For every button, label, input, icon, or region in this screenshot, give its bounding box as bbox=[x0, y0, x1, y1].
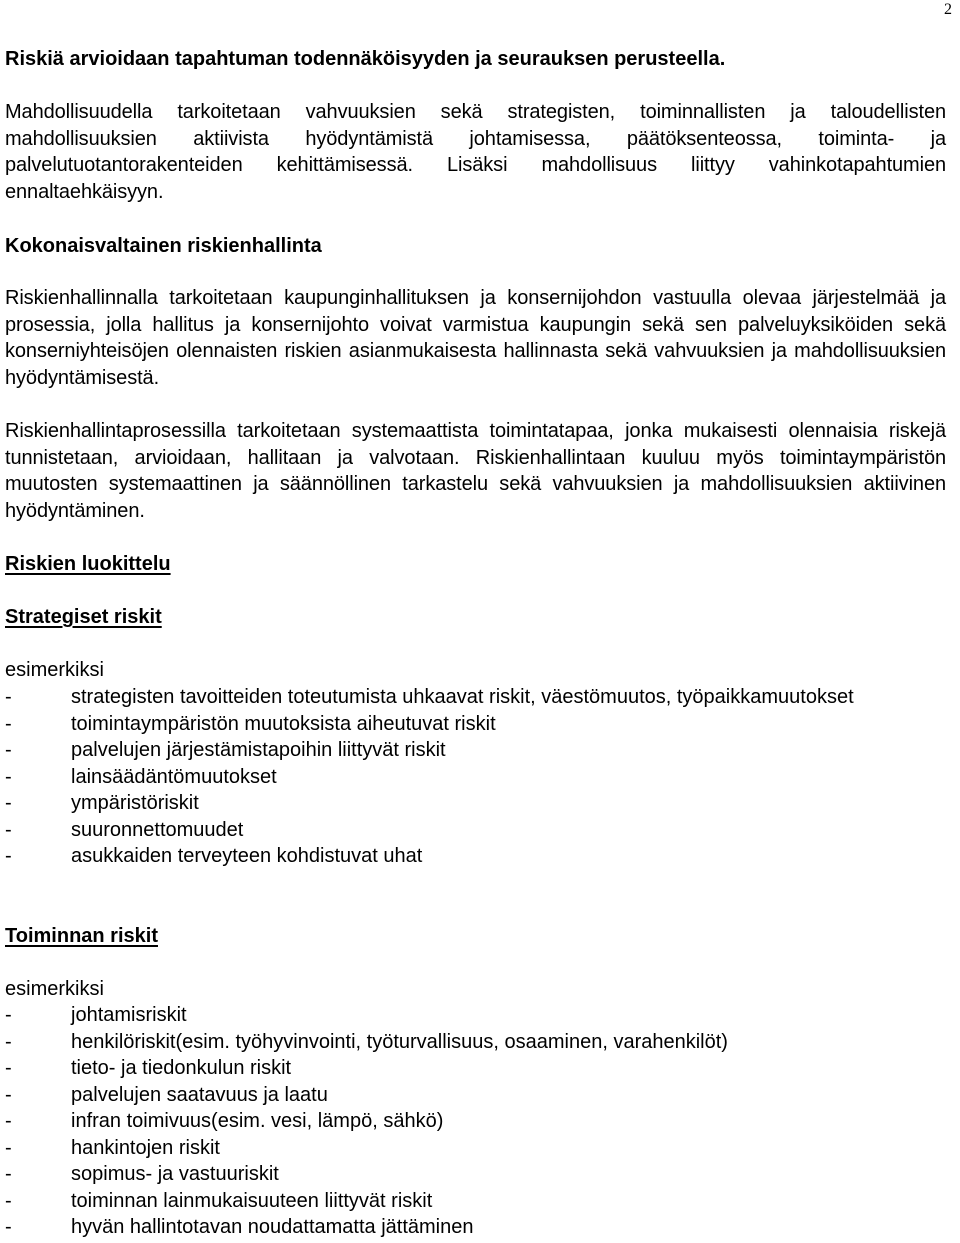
strategic-risks-list bbox=[5, 684, 946, 870]
risk-process-paragraph: Riskienhallintaprosessilla tarkoitetaan systemaattista toimintatapaa, jonka mukaisesti olennaisia riskejä tunnistetaan, arvioidaan, hallitaan ja valvotaan. Riskienhallintaan kuuluu myös toimintaympäristön muutosten systemaattinen ja säännöllinen tarkastelu sekä vahvuuksien ja mahdollisuuksien aktiivinen hyödyntäminen. bbox=[5, 420, 946, 522]
operational-risks-list bbox=[5, 1002, 946, 1241]
list-dash: - bbox=[5, 1030, 12, 1053]
list-item-text: henkilöriskit(esim. työhyvinvointi, työturvallisuus, osaaminen, varahenkilöt) bbox=[71, 1030, 728, 1053]
operational-example-label: esimerkiksi bbox=[5, 978, 104, 1000]
list-item bbox=[5, 1029, 946, 1056]
list-item-text: toiminnan lainmukaisuuteen liittyvät riskit bbox=[71, 1189, 433, 1212]
list-dash: - bbox=[5, 739, 12, 761]
list-dash: - bbox=[5, 765, 12, 788]
list-dash: - bbox=[5, 712, 12, 735]
list-item bbox=[5, 1161, 946, 1188]
list-item bbox=[5, 843, 946, 870]
list-item bbox=[5, 1135, 946, 1162]
risk-classification-title: Riskien luokittelu bbox=[5, 553, 171, 575]
list-item-text: strategisten tavoitteiden toteutumista uhkaavat riskit, väestömuutos, työpaikkamuutokset bbox=[71, 686, 854, 708]
list-dash: - bbox=[5, 1110, 12, 1132]
list-item-text: palvelujen järjestämistapoihin liittyvät riskit bbox=[71, 739, 446, 761]
list-item-text: toimintaympäristön muutoksista aiheutuvat riskit bbox=[71, 712, 496, 735]
list-item-text: infran toimivuus(esim. vesi, lämpö, sähkö) bbox=[71, 1110, 444, 1132]
list-item-text: johtamisriskit bbox=[71, 1004, 187, 1026]
list-item-text: lainsäädäntömuutokset bbox=[71, 765, 277, 788]
list-dash: - bbox=[5, 686, 12, 708]
list-item bbox=[5, 1188, 946, 1215]
list-item bbox=[5, 1214, 946, 1241]
list-dash: - bbox=[5, 1216, 12, 1238]
list-dash: - bbox=[5, 1136, 12, 1159]
list-dash: - bbox=[5, 1004, 12, 1026]
list-dash: - bbox=[5, 792, 12, 814]
list-item bbox=[5, 1108, 946, 1135]
list-item-text: hyvän hallintotavan noudattamatta jättäminen bbox=[71, 1216, 474, 1238]
list-item bbox=[5, 790, 946, 817]
list-item bbox=[5, 684, 946, 711]
risk-management-paragraph: Riskienhallinnalla tarkoitetaan kaupunginhallituksen ja konsernijohdon vastuulla olevaa järjestelmää ja prosessia, jolla hallitus ja konsernijohto voivat varmistua kaupungin sekä sen palveluyksiköiden sekä konserniyhteisöjen olennaisten riskien asianmukaisesta hallinnasta sekä vahvuuksien ja mahdollisuuksien hyödyntämisestä. bbox=[5, 287, 946, 389]
list-item bbox=[5, 711, 946, 738]
list-dash: - bbox=[5, 818, 12, 841]
list-item-text: asukkaiden terveyteen kohdistuvat uhat bbox=[71, 845, 423, 867]
page-number: 2 bbox=[944, 1, 952, 18]
opportunity-paragraph: Mahdollisuudella tarkoitetaan vahvuuksien sekä strategisten, toiminnallisten ja taloudellisten mahdollisuuksien aktiivista hyödyntämistä johtamisessa, päätöksenteossa, toiminta- ja palvelutuotantorakenteiden kehittämisessä. Lisäksi mahdollisuus liittyy vahinkotapahtumien ennaltaehkäisyyn. bbox=[5, 101, 946, 203]
list-item bbox=[5, 764, 946, 791]
list-dash: - bbox=[5, 1189, 12, 1212]
list-item bbox=[5, 1082, 946, 1109]
list-dash: - bbox=[5, 1057, 12, 1079]
list-item-text: hankintojen riskit bbox=[71, 1136, 220, 1159]
intro-heading: Riskiä arvioidaan tapahtuman todennäköisyyden ja seurauksen perusteella. bbox=[5, 48, 726, 70]
list-item-text: sopimus- ja vastuuriskit bbox=[71, 1163, 279, 1185]
strategic-risks-title: Strategiset riskit bbox=[5, 606, 162, 628]
operational-risks-title: Toiminnan riskit bbox=[5, 925, 158, 947]
list-item-text: palvelujen saatavuus ja laatu bbox=[71, 1083, 328, 1106]
list-dash: - bbox=[5, 1083, 12, 1106]
list-item bbox=[5, 1002, 946, 1029]
list-item-text: tieto- ja tiedonkulun riskit bbox=[71, 1057, 292, 1079]
list-item bbox=[5, 1055, 946, 1082]
list-item bbox=[5, 737, 946, 764]
list-dash: - bbox=[5, 845, 12, 867]
list-item-text: suuronnettomuudet bbox=[71, 818, 244, 841]
strategic-example-label: esimerkiksi bbox=[5, 659, 104, 681]
list-item bbox=[5, 817, 946, 844]
section-title-comprehensive-risk-management: Kokonaisvaltainen riskienhallinta bbox=[5, 235, 322, 257]
list-item-text: ympäristöriskit bbox=[71, 792, 199, 814]
list-dash: - bbox=[5, 1163, 12, 1185]
